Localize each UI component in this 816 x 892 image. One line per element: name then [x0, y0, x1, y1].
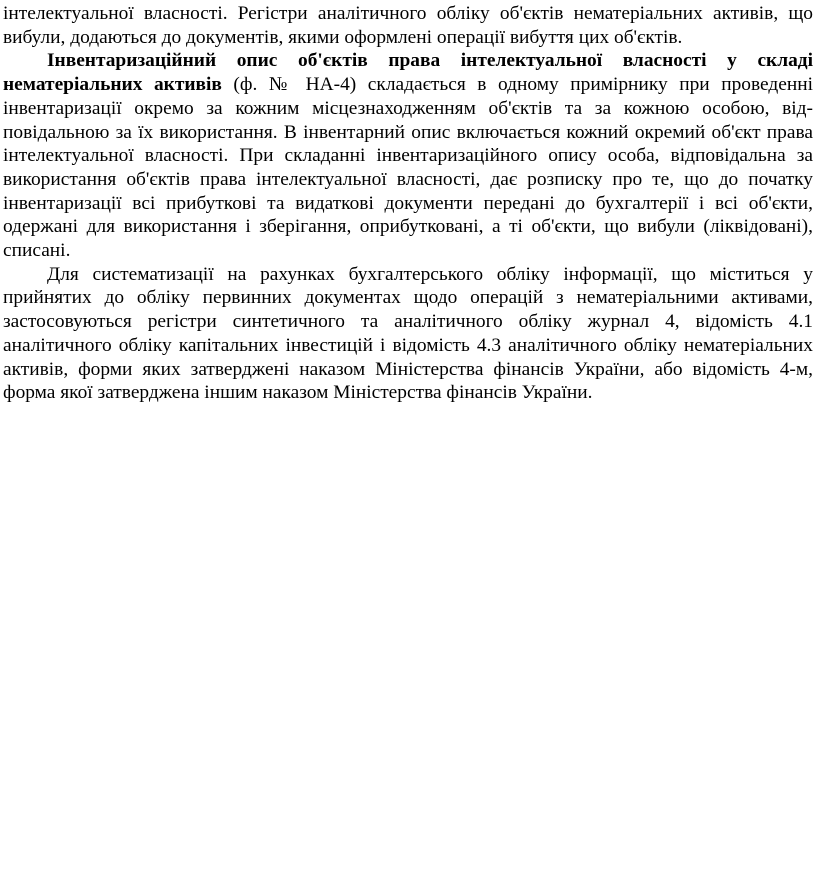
paragraph-3 — [3, 263, 813, 405]
paragraph-2-text: (ф. № НА-4) складається в одному примірнику при проведенні інвентаризації окремо за кожним місцезнаходженням об'єктів та за кожною особою, від-повідальною за їх використання. В інвентарний опис включається кожний окремий об'єкт права інтелектуальної власності. При складанні інвентаризаційного опису особа, відповідальна за використання об'єктів права інтелектуальної власності, дає розписку про те, що до початку інвентаризації всі прибуткові та видаткові документи передані до бухгалтерії і всі об'єкти, одержані для використання і зберігання, оприбутковані, а ті об'єкти, що вибули (ліквідовані), списані. — [3, 74, 814, 262]
paragraph-2-bold-heading: Інвентаризаційний опис об'єктів права інтелектуальної власності у складі нематеріальних активів — [3, 50, 813, 96]
paragraph-2 — [3, 49, 813, 262]
paragraph-3-text: Для систематизації на рахунках бухгалтерського обліку інформації, що міститься у прийнятих до обліку первинних документах щодо операцій з нематеріальними активами, застосовуються регістри синтетичного та аналітичного обліку журнал 4, відомість 4.1 аналітичного обліку капітальних інвестицій і відомість 4.3 аналітичного обліку нематеріальних активів, форми яких затверджені наказом Міністерства фінансів України, або відомість 4-м, форма якої затверджена іншим наказом Міністерства фінансів України. — [3, 263, 813, 404]
paragraph-1 — [3, 2, 813, 49]
paragraph-1-text: інтелектуальної власності. Регістри аналітичного обліку об'єктів нематеріальних активів, що вибули, додаються до документів, якими оформлені операції вибуття цих об'єктів. — [3, 3, 813, 48]
